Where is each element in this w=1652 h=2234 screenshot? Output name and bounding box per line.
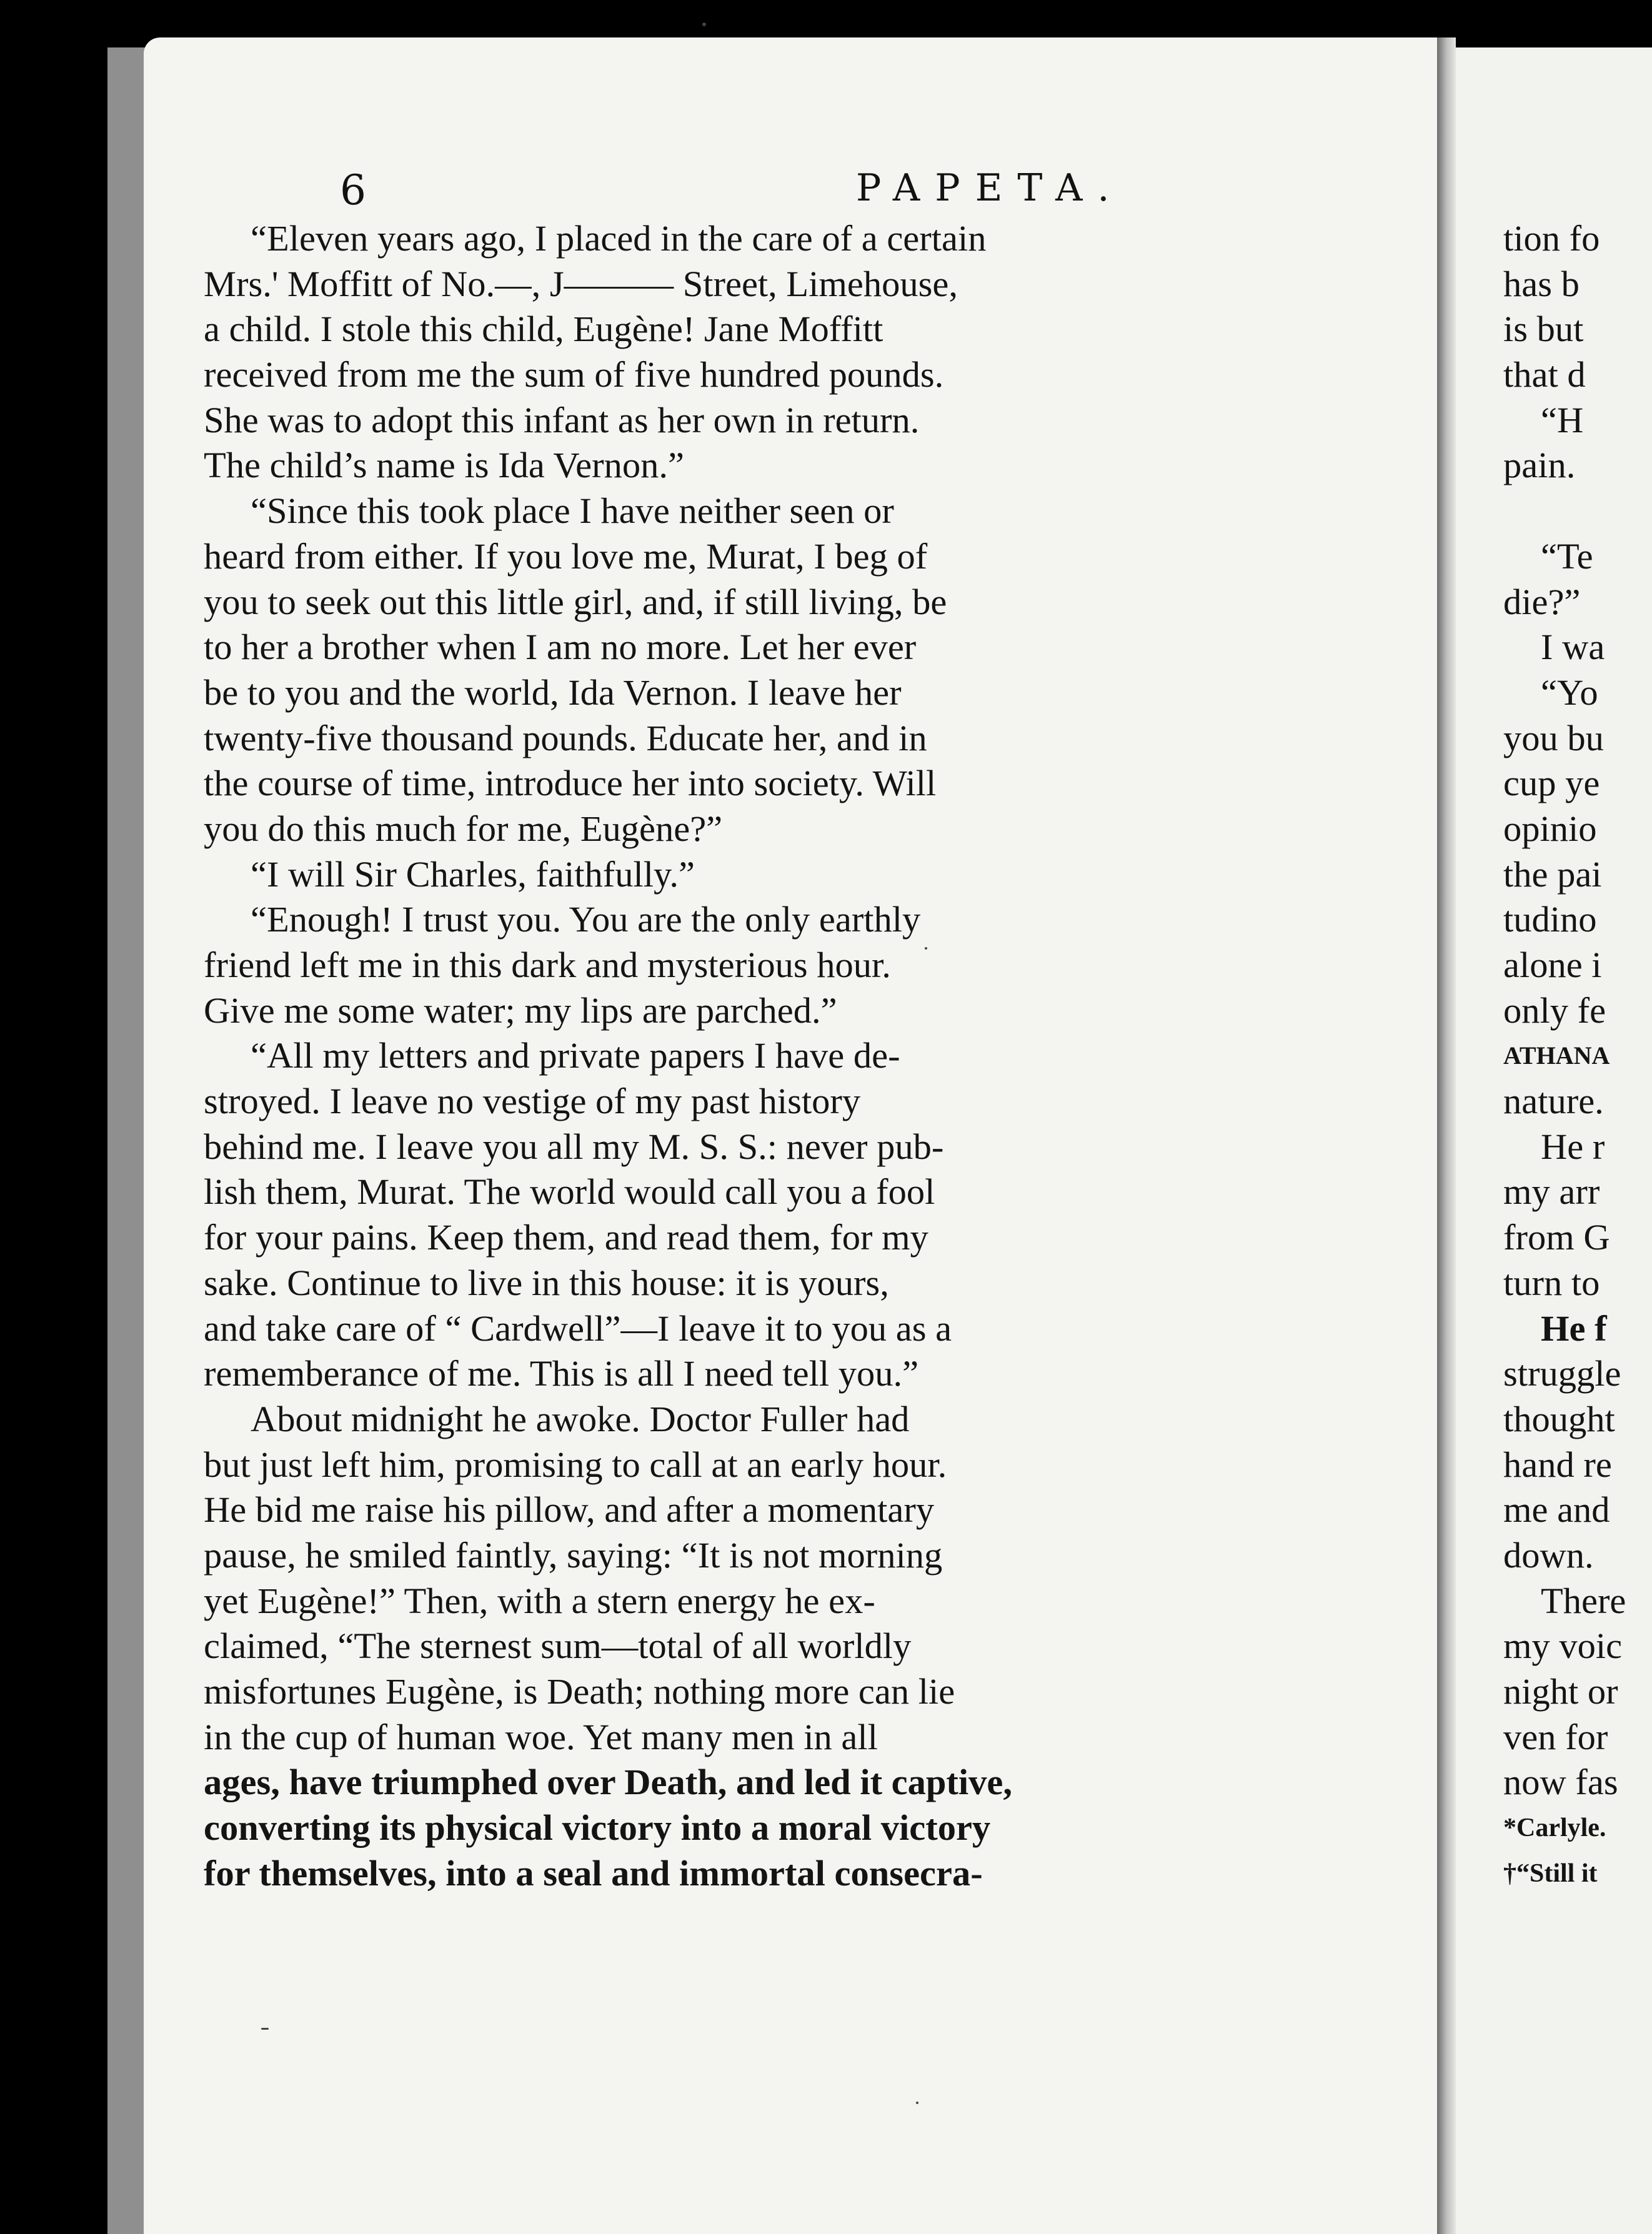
right-text-fragment: has b xyxy=(1503,263,1580,304)
dust-speck xyxy=(925,947,927,950)
dust-speck xyxy=(702,22,706,26)
right-text-fragment: “H xyxy=(1541,399,1584,440)
right-text-fragment: †“Still it xyxy=(1503,1859,1598,1888)
text-line: He bid me raise his pillow, and after a momentary xyxy=(204,1489,935,1531)
right-text-fragment xyxy=(1503,489,1626,534)
text-line: “All my letters and private papers I have de- xyxy=(251,1035,900,1076)
right-text-fragment: There xyxy=(1541,1580,1626,1621)
right-text-fragment: you bu xyxy=(1503,717,1604,758)
right-text-fragment: hand re xyxy=(1503,1444,1612,1485)
text-line: “I will Sir Charles, faithfully.” xyxy=(251,853,695,895)
right-text-fragment: I wa xyxy=(1541,627,1605,668)
text-line: the course of time, introduce her into society. Will xyxy=(204,763,937,804)
text-line: About midnight he awoke. Doctor Fuller had xyxy=(251,1398,910,1439)
text-line: you to seek out this little girl, and, if still living, be xyxy=(204,581,947,622)
right-text-fragment: is but xyxy=(1503,309,1584,350)
text-line: ages, have triumphed over Death, and led it captive, xyxy=(204,1762,1012,1803)
text-line: be to you and the world, Ida Vernon. I leave her xyxy=(204,672,902,713)
text-line: stroyed. I leave no vestige of my past history xyxy=(204,1081,861,1122)
text-line: heard from either. If you love me, Murat, I beg of xyxy=(204,535,928,577)
text-line: but just left him, promising to call at an early hour. xyxy=(204,1444,947,1485)
right-text-fragment: tion fo xyxy=(1503,218,1600,259)
right-text-fragment: die?” xyxy=(1503,581,1581,622)
right-text-fragment: me and xyxy=(1503,1489,1610,1531)
text-line: you do this much for me, Eugène?” xyxy=(204,808,723,849)
text-line: behind me. I leave you all my M. S. S.: never pub- xyxy=(204,1126,944,1167)
text-line: received from me the sum of five hundred pounds. xyxy=(204,354,944,395)
text-line: lish them, Murat. The world would call you a fool xyxy=(204,1171,935,1213)
right-text-fragment: thought xyxy=(1503,1398,1615,1439)
right-text-fragment: now fas xyxy=(1503,1762,1618,1803)
book-spine-fold xyxy=(1437,37,1456,2234)
text-line: rememberance of me. This is all I need tell you.” xyxy=(204,1353,919,1394)
text-line: and take care of “ Cardwell”—I leave it to you as a xyxy=(204,1308,952,1349)
right-text-fragment: opinio xyxy=(1503,808,1597,849)
right-text-fragment: only fe xyxy=(1503,990,1606,1031)
right-text-fragment: down. xyxy=(1503,1534,1594,1576)
right-text-fragment: from G xyxy=(1503,1217,1610,1258)
right-text-fragment: tudino xyxy=(1503,899,1597,940)
dust-speck xyxy=(261,2028,269,2030)
right-text-fragment: “Te xyxy=(1541,535,1593,577)
text-line: Give me some water; my lips are parched.” xyxy=(204,990,837,1031)
right-text-fragment: my arr xyxy=(1503,1171,1600,1213)
text-line: sake. Continue to live in this house: it is yours, xyxy=(204,1262,889,1303)
text-line: for themselves, into a seal and immortal consecra- xyxy=(204,1852,983,1894)
right-text-fragment: “Yo xyxy=(1541,672,1598,713)
right-text-fragment: pain. xyxy=(1503,445,1576,486)
right-text-fragment: ven for xyxy=(1503,1716,1608,1757)
text-line: in the cup of human woe. Yet many men in all xyxy=(204,1716,878,1757)
right-text-fragment: the pai xyxy=(1503,853,1602,895)
text-line: yet Eugène!” Then, with a stern energy he ex- xyxy=(204,1580,875,1621)
text-line: claimed, “The sternest sum—total of all worldly xyxy=(204,1626,912,1667)
right-text-fragment: that d xyxy=(1503,354,1586,395)
right-text-fragment: turn to xyxy=(1503,1262,1600,1303)
text-line: twenty-five thousand pounds. Educate her, and in xyxy=(204,717,927,758)
text-line: for your pains. Keep them, and read them, for my xyxy=(204,1217,928,1258)
text-line: converting its physical victory into a moral victory xyxy=(204,1807,991,1849)
text-line: She was to adopt this infant as her own in return. xyxy=(204,399,920,440)
right-text-fragment: *Carlyle. xyxy=(1503,1814,1606,1843)
text-line: “Since this took place I have neither seen or xyxy=(251,490,894,532)
book-title: PAPETA. xyxy=(856,166,1125,210)
page-number: 6 xyxy=(340,166,366,214)
dust-speck xyxy=(916,2102,918,2104)
left-page-text xyxy=(204,216,1403,1896)
right-text-fragment: alone i xyxy=(1503,945,1602,985)
right-text-fragment: my voic xyxy=(1503,1626,1623,1667)
right-page-text xyxy=(1503,216,1626,1896)
text-line: misfortunes Eugène, is Death; nothing more can lie xyxy=(204,1671,955,1712)
right-text-fragment: He r xyxy=(1541,1126,1605,1167)
right-text-fragment: cup ye xyxy=(1503,763,1600,804)
right-text-fragment: night or xyxy=(1503,1671,1618,1712)
right-text-fragment: ATHANA xyxy=(1503,1041,1610,1070)
text-line: Mrs.' Moffitt of No.—, J——— Street, Limehouse, xyxy=(204,263,958,304)
text-line: “Enough! I trust you. You are the only earthly xyxy=(251,899,921,940)
text-line: “Eleven years ago, I placed in the care of a certain xyxy=(251,218,987,259)
text-line: a child. I stole this child, Eugène! Jane Moffitt xyxy=(204,309,883,350)
right-text-fragment: He f xyxy=(1541,1308,1607,1349)
right-text-fragment: struggle xyxy=(1503,1353,1621,1394)
right-text-fragment: nature. xyxy=(1503,1081,1604,1122)
text-line: The child’s name is Ida Vernon.” xyxy=(204,445,684,486)
text-line: to her a brother when I am no more. Let her ever xyxy=(204,627,917,668)
text-line: friend left me in this dark and mysterious hour. xyxy=(204,945,891,985)
text-line: pause, he smiled faintly, saying: “It is not morning xyxy=(204,1534,943,1576)
